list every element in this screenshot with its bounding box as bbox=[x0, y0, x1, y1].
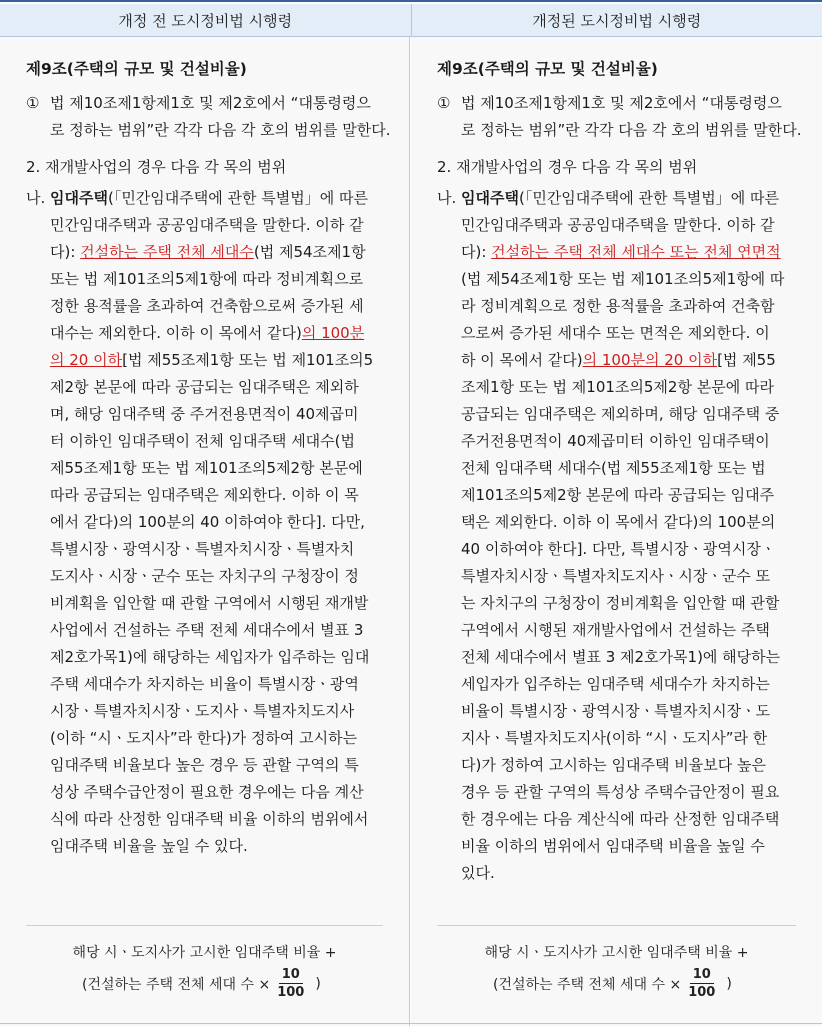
text-segment: 있다. bbox=[461, 864, 495, 882]
text-segment: (이하 “시ㆍ도지사”라 한다)가 정하여 고시하는 bbox=[50, 729, 357, 747]
text-segment: 민간임대주택과 공공임대주택을 말한다. 이하 같 bbox=[461, 216, 775, 234]
item-na-line bbox=[461, 779, 810, 806]
text-segment: 특별자치시장ㆍ특별자치도지사ㆍ시장ㆍ군수 또 bbox=[461, 567, 770, 585]
item-na-line bbox=[461, 806, 810, 833]
text-segment: 시장ㆍ특별자치시장ㆍ도지사ㆍ특별자치도지사 bbox=[50, 702, 354, 720]
item-na-line bbox=[50, 806, 397, 833]
item-2 bbox=[437, 154, 810, 181]
text-segment: 따라 공급되는 임대주택은 제외한다. 이하 이 목 bbox=[50, 486, 359, 504]
item-1-line: 로 정하는 범위”란 각각 다음 각 호의 범위를 말한다. bbox=[50, 117, 397, 144]
amended-text: 건설하는 주택 전체 세대수 bbox=[80, 243, 254, 261]
item-na-line bbox=[50, 752, 397, 779]
text-segment: 공급되는 임대주택은 제외하며, 해당 임대주택 중 bbox=[461, 405, 779, 423]
divider bbox=[26, 925, 383, 926]
item-na-line bbox=[50, 266, 397, 293]
item-na-line bbox=[50, 293, 397, 320]
text-segment: [법 제55 bbox=[717, 351, 776, 369]
item-na-line bbox=[461, 347, 810, 374]
formula-fraction bbox=[274, 967, 307, 1000]
item-na-line bbox=[50, 401, 397, 428]
item-na-line bbox=[461, 563, 810, 590]
item-na-line bbox=[461, 752, 810, 779]
item-1 bbox=[26, 90, 397, 144]
text-segment: 으로써 증가된 세대수 또는 면적은 제외한다. 이 bbox=[461, 324, 770, 342]
formula-close: ) bbox=[726, 976, 731, 992]
item-na-line bbox=[461, 320, 810, 347]
item-2-line: 2. 재개발사업의 경우 다음 각 목의 범위 bbox=[26, 154, 397, 181]
article-title: 제9조(주택의 규모 및 건설비율) bbox=[437, 57, 658, 79]
text-segment: 주택 세대수가 차지하는 비율이 특별시장ㆍ광역 bbox=[50, 675, 359, 693]
item-na-line bbox=[461, 509, 810, 536]
item-na-line bbox=[461, 266, 810, 293]
item-na-line bbox=[461, 536, 810, 563]
item-na-line bbox=[461, 698, 810, 725]
item-na bbox=[437, 185, 810, 887]
amended-text: 의 100분의 20 이하 bbox=[583, 351, 717, 369]
item-na-line bbox=[461, 428, 810, 455]
text-segment: 라 정비계획으로 정한 용적률을 초과하여 건축함 bbox=[461, 297, 775, 315]
text-segment: 비계획을 입안할 때 관할 구역에서 시행된 재개발 bbox=[50, 594, 368, 612]
item-na-line bbox=[461, 293, 810, 320]
item-na-body bbox=[461, 185, 810, 887]
text-segment: 에서 같다)의 100분의 40 이하여야 한다]. 다만, bbox=[50, 513, 365, 531]
item-na-marker: 나. bbox=[437, 185, 456, 212]
item-na-line bbox=[50, 320, 397, 347]
item-na-line bbox=[50, 428, 397, 455]
text-segment: 도지사ㆍ시장ㆍ군수 또는 자치구의 구청장이 정 bbox=[50, 567, 359, 585]
text-segment: 정한 용적률을 초과하여 건축함으로써 증가된 세 bbox=[50, 297, 364, 315]
item-1-marker: ① bbox=[437, 90, 450, 117]
item-na-body bbox=[50, 185, 397, 860]
formula-line-2 bbox=[82, 967, 321, 1000]
text-segment: 제55조제1항 또는 법 제101조의5제2항 본문에 bbox=[50, 459, 363, 477]
text-segment: 민간임대주택과 공공임대주택을 말한다. 이하 같 bbox=[50, 216, 364, 234]
term-text: 임대주택 bbox=[50, 189, 108, 207]
text-segment: 다): bbox=[461, 243, 491, 261]
item-na-line bbox=[461, 590, 810, 617]
term-text: 임대주택 bbox=[461, 189, 519, 207]
formula-close: ) bbox=[315, 976, 320, 992]
divider bbox=[437, 925, 796, 926]
text-segment: 제2호가목1)에 해당하는 세입자가 입주하는 임대 bbox=[50, 648, 369, 666]
text-segment: 또는 법 제101조의5제1항에 따라 정비계획으로 bbox=[50, 270, 363, 288]
amended-text: 건설하는 주택 전체 세대수 또는 전체 연면적 bbox=[491, 243, 780, 261]
text-segment: 대수는 제외한다. 이하 이 목에서 같다) bbox=[50, 324, 302, 342]
text-segment: 지사ㆍ특별자치도지사(이하 “시ㆍ도지사”라 한 bbox=[461, 729, 767, 747]
item-na-line bbox=[50, 482, 397, 509]
text-segment: 택은 제외한다. 이하 이 목에서 같다)의 100분의 bbox=[461, 513, 775, 531]
item-na-line bbox=[50, 509, 397, 536]
item-1-line: 법 제10조제1항제1호 및 제2호에서 “대통령령으 bbox=[461, 90, 810, 117]
text-segment: 식에 따라 산정한 임대주택 비율 이하의 범위에서 bbox=[50, 810, 368, 828]
text-segment: 며, 해당 임대주택 중 주거전용면적이 40제곱미 bbox=[50, 405, 359, 423]
text-segment: 제101조의5제2항 본문에 따라 공급되는 임대주 bbox=[461, 486, 774, 504]
item-na-line bbox=[50, 698, 397, 725]
item-na-marker: 나. bbox=[26, 185, 45, 212]
text-segment: 사업에서 건설하는 주택 전체 세대수에서 별표 3 bbox=[50, 621, 363, 639]
item-na-line bbox=[461, 671, 810, 698]
fraction-denominator: 100 bbox=[274, 984, 307, 1000]
item-na-line bbox=[50, 725, 397, 752]
item-na-line bbox=[50, 590, 397, 617]
text-segment: (「민간임대주택에 관한 특별법」에 따른 bbox=[519, 189, 779, 207]
item-na-line bbox=[50, 671, 397, 698]
formula-fraction bbox=[685, 967, 718, 1000]
item-na-line bbox=[461, 644, 810, 671]
formula-open: (건설하는 주택 전체 세대 수 × bbox=[82, 974, 270, 994]
item-na-line bbox=[50, 455, 397, 482]
item-1-marker: ① bbox=[26, 90, 39, 117]
text-segment: 다)가 정하여 고시하는 임대주택 비율보다 높은 bbox=[461, 756, 766, 774]
text-segment: 주거전용면적이 40제곱미터 이하인 임대주택이 bbox=[461, 432, 770, 450]
item-2 bbox=[26, 154, 397, 181]
item-na-line bbox=[461, 401, 810, 428]
article-title: 제9조(주택의 규모 및 건설비율) bbox=[26, 57, 247, 79]
item-na-line bbox=[461, 455, 810, 482]
text-segment: 특별시장ㆍ광역시장ㆍ특별자치시장ㆍ특별자치 bbox=[50, 540, 354, 558]
formula-open: (건설하는 주택 전체 세대 수 × bbox=[493, 974, 681, 994]
text-segment: 하 이 목에서 같다) bbox=[461, 351, 583, 369]
text-segment: [법 제55조제1항 또는 법 제101조의5 bbox=[122, 351, 373, 369]
text-segment: 성상 주택수급안정이 필요한 경우에는 다음 계산 bbox=[50, 783, 364, 801]
item-1-line: 법 제10조제1항제1호 및 제2호에서 “대통령령으 bbox=[50, 90, 397, 117]
item-na-line bbox=[461, 833, 810, 860]
formula-line-1: 해당 시ㆍ도지사가 고시한 임대주택 비율 + bbox=[0, 942, 409, 962]
item-1 bbox=[437, 90, 810, 144]
item-na-line bbox=[50, 374, 397, 401]
text-segment: 제2항 본문에 따라 공급되는 임대주택은 제외하 bbox=[50, 378, 359, 396]
item-na-line bbox=[461, 239, 810, 266]
item-na-line bbox=[50, 212, 397, 239]
text-segment: (「민간임대주택에 관한 특별법」에 따른 bbox=[108, 189, 368, 207]
item-na-line bbox=[461, 212, 810, 239]
item-na-line bbox=[461, 482, 810, 509]
text-segment: 비율이 특별시장ㆍ광역시장ㆍ특별자치시장ㆍ도 bbox=[461, 702, 770, 720]
amended-text: 의 20 이하 bbox=[50, 351, 122, 369]
text-segment: (법 제54조제1항 bbox=[254, 243, 366, 261]
item-na-line bbox=[461, 725, 810, 752]
fraction-numerator: 10 bbox=[690, 967, 714, 984]
item-na-line bbox=[50, 536, 397, 563]
item-na-line bbox=[461, 617, 810, 644]
item-2-line: 2. 재개발사업의 경우 다음 각 목의 범위 bbox=[437, 154, 810, 181]
item-na bbox=[26, 185, 397, 860]
amended-text: 의 100분 bbox=[302, 324, 364, 342]
text-segment: 전체 세대수에서 별표 3 제2호가목1)에 해당하는 bbox=[461, 648, 780, 666]
item-na-line bbox=[461, 860, 810, 887]
fraction-numerator: 10 bbox=[279, 967, 303, 984]
item-na-line bbox=[50, 617, 397, 644]
header-after: 개정된 도시정비법 시행령 bbox=[412, 4, 822, 36]
text-segment: 임대주택 비율보다 높은 경우 등 관할 구역의 특 bbox=[50, 756, 359, 774]
item-na-line bbox=[50, 644, 397, 671]
text-segment: 는 자치구의 구청장이 정비계획을 입안할 때 관할 bbox=[461, 594, 779, 612]
item-na-line bbox=[50, 347, 397, 374]
item-na-line bbox=[50, 185, 397, 212]
item-1-line: 로 정하는 범위”란 각각 다음 각 호의 범위를 말한다. bbox=[461, 117, 810, 144]
table-header bbox=[0, 4, 822, 37]
item-na-line bbox=[50, 779, 397, 806]
text-segment: 구역에서 시행된 재개발사업에서 건설하는 주택 bbox=[461, 621, 770, 639]
column-after bbox=[411, 37, 822, 1026]
item-na-line bbox=[461, 374, 810, 401]
text-segment: 임대주택 비율을 높일 수 있다. bbox=[50, 837, 248, 855]
item-na-line bbox=[50, 833, 397, 860]
item-na-line bbox=[50, 563, 397, 590]
text-segment: 경우 등 관할 구역의 특성상 주택수급안정이 필요 bbox=[461, 783, 779, 801]
formula-line-1: 해당 시ㆍ도지사가 고시한 임대주택 비율 + bbox=[411, 942, 822, 962]
formula-line-2 bbox=[493, 967, 732, 1000]
text-segment: 한 경우에는 다음 계산식에 따라 산정한 임대주택 bbox=[461, 810, 779, 828]
text-segment: 전체 임대주택 세대수(법 제55조제1항 또는 법 bbox=[461, 459, 766, 477]
column-before bbox=[0, 37, 410, 1026]
text-segment: 40 이하여야 한다]. 다만, 특별시장ㆍ광역시장ㆍ bbox=[461, 540, 775, 558]
text-segment: 비율 이하의 범위에서 임대주택 비율을 높일 수 bbox=[461, 837, 765, 855]
text-segment: 세입자가 입주하는 임대주택 세대수가 차지하는 bbox=[461, 675, 770, 693]
text-segment: 터 이하인 임대주택이 전체 임대주택 세대수(법 bbox=[50, 432, 355, 450]
text-segment: 조제1항 또는 법 제101조의5제2항 본문에 따라 bbox=[461, 378, 774, 396]
text-segment: 다): bbox=[50, 243, 80, 261]
item-na-line bbox=[50, 239, 397, 266]
item-na-line bbox=[461, 185, 810, 212]
header-before: 개정 전 도시정비법 시행령 bbox=[0, 4, 412, 36]
fraction-denominator: 100 bbox=[685, 984, 718, 1000]
text-segment: (법 제54조제1항 또는 법 제101조의5제1항에 따 bbox=[461, 270, 784, 288]
